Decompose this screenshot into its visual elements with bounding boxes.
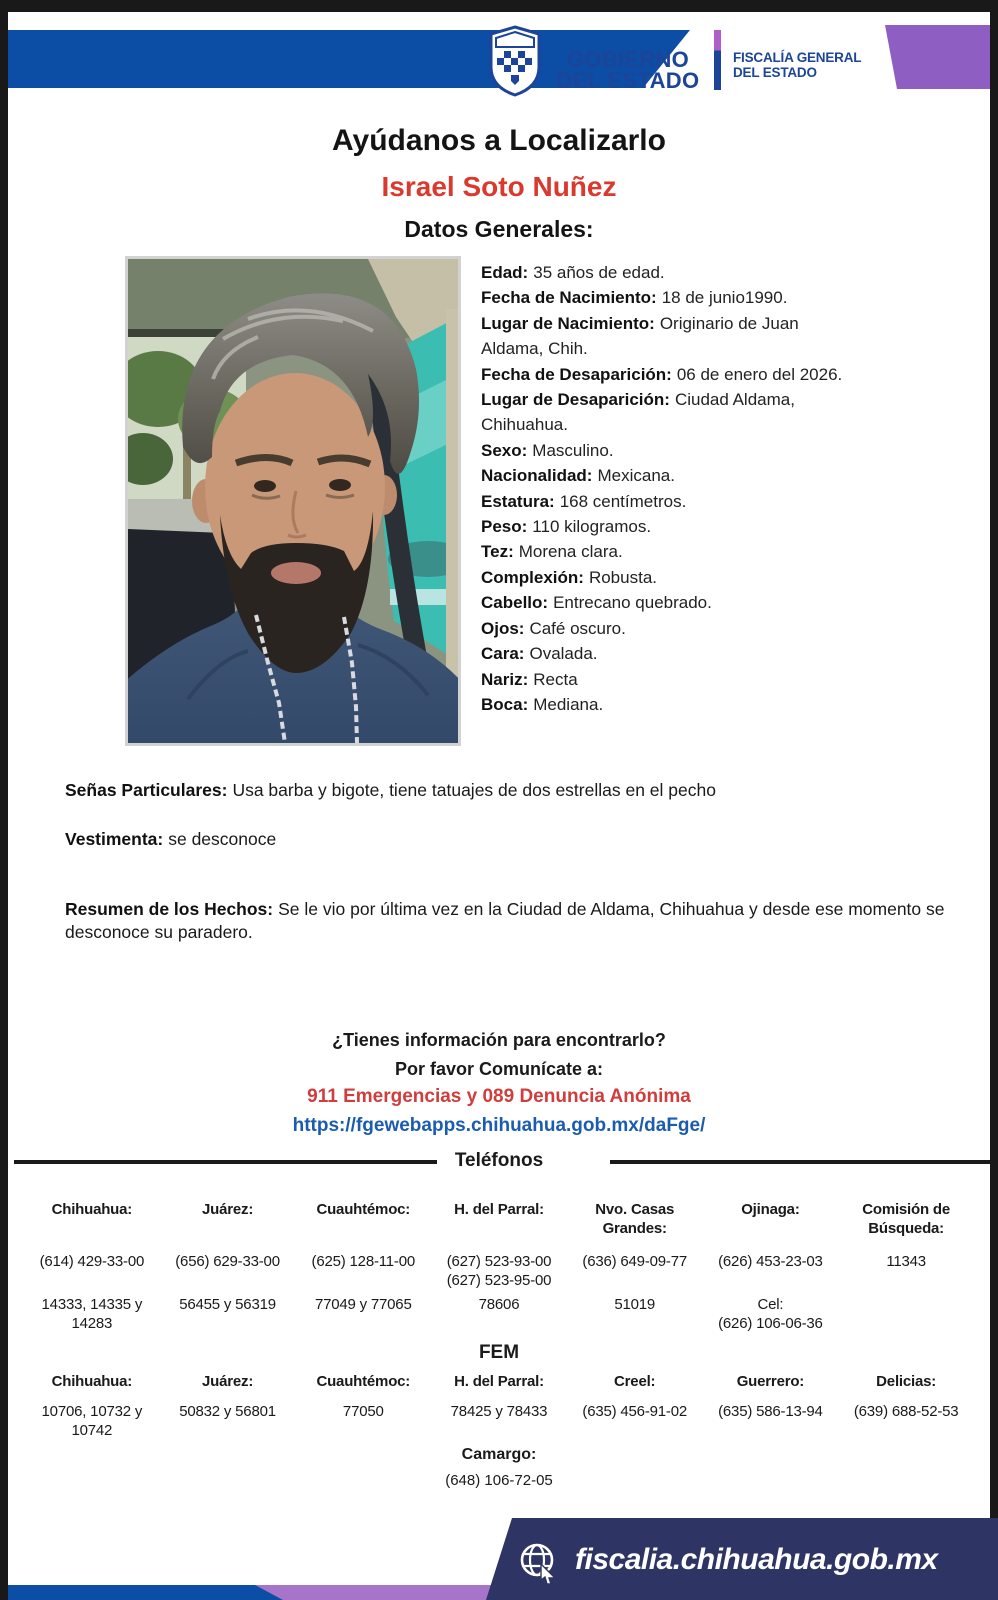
tel-col-header: Ojinaga: bbox=[741, 1201, 800, 1218]
tel-col-header: Cuauhtémoc: bbox=[316, 1201, 411, 1218]
telefonos-rule-right bbox=[610, 1160, 990, 1164]
tel-ext-cell: 78606 bbox=[478, 1296, 520, 1313]
logo-divider-bar bbox=[714, 30, 721, 90]
dato-fecha-nacimiento: Fecha de Nacimiento: 18 de junio1990. bbox=[481, 288, 788, 308]
datos-generales-heading: Datos Generales: bbox=[404, 216, 594, 242]
fem-value-cell: 78425 y 78433 bbox=[450, 1403, 548, 1420]
fem-value-cell: 50832 y 56801 bbox=[179, 1403, 276, 1420]
emergency-numbers: 911 Emergencias y 089 Denuncia Anónima bbox=[307, 1086, 691, 1107]
tel-ext-cell: 51019 bbox=[614, 1296, 656, 1313]
page-title: Ayúdanos a Localizarlo bbox=[332, 124, 666, 157]
state-shield-logo-icon bbox=[487, 25, 543, 97]
camargo-phone: (648) 106-72-05 bbox=[445, 1472, 553, 1489]
telefonos-extension-row bbox=[24, 1295, 974, 1333]
dato-cabello: Cabello: Entrecano quebrado. bbox=[481, 593, 712, 613]
fiscalia-line1: FISCALÍA GENERAL bbox=[733, 50, 862, 65]
tel-ext-cell: 14333, 14335 y 14283 bbox=[41, 1296, 143, 1332]
tel-phone-cell: (627) 523-93-00 (627) 523-95-00 bbox=[446, 1253, 552, 1289]
fem-value-cell: 10706, 10732 y 10742 bbox=[41, 1403, 143, 1439]
tel-col-header: Nvo. Casas Grandes: bbox=[595, 1201, 675, 1237]
scan-border-left bbox=[0, 0, 8, 1600]
globe-cursor-icon bbox=[516, 1540, 562, 1586]
tel-ext-cell: 56455 y 56319 bbox=[179, 1296, 276, 1313]
dato-complexion: Complexión: Robusta. bbox=[481, 567, 657, 587]
dato-sexo: Sexo: Masculino. bbox=[481, 440, 614, 460]
senas-particulares: Señas Particulares: Usa barba y bigote, tiene tatuajes de dos estrellas en el pecho bbox=[65, 780, 716, 800]
vestimenta: Vestimenta: se desconoce bbox=[65, 829, 277, 849]
fiscalia-general-wordmark bbox=[733, 51, 903, 80]
dato-boca: Boca: Mediana. bbox=[481, 694, 604, 714]
tel-phone-cell: (636) 649-09-77 bbox=[582, 1253, 687, 1270]
dato-ojos: Ojos: Café oscuro. bbox=[481, 618, 626, 638]
dato-lugar-desaparicion: Lugar de Desaparición: Ciudad Aldama, Chihuahua. bbox=[481, 390, 795, 435]
fem-value-cell: 77050 bbox=[342, 1403, 384, 1420]
dato-nariz: Nariz: Recta bbox=[481, 669, 578, 689]
tel-phone-cell: 11343 bbox=[886, 1253, 926, 1270]
fem-col-header: Guerrero: bbox=[736, 1373, 805, 1390]
datos-generales-list bbox=[481, 260, 853, 717]
gobierno-line2: DEL ESTADO bbox=[556, 68, 700, 93]
scan-border-right bbox=[990, 0, 998, 1600]
camargo-label: Camargo: bbox=[461, 1446, 537, 1463]
footer-purple-strip bbox=[255, 1585, 505, 1600]
dato-nacionalidad: Nacionalidad: Mexicana. bbox=[481, 466, 675, 486]
fem-value-cell: (635) 586-13-94 bbox=[718, 1403, 823, 1420]
fem-value-cell: (639) 688-52-53 bbox=[853, 1403, 959, 1420]
dato-fecha-desaparicion: Fecha de Desaparición: 06 de enero del 2026. bbox=[481, 364, 843, 384]
fem-value-row bbox=[24, 1402, 974, 1440]
fem-col-header: Creel: bbox=[614, 1373, 656, 1390]
tel-ext-cell bbox=[838, 1295, 974, 1333]
dato-peso: Peso: 110 kilogramos. bbox=[481, 517, 652, 537]
fem-col-header: H. del Parral: bbox=[454, 1373, 544, 1390]
fem-header-row bbox=[24, 1372, 974, 1391]
tel-phone-cell: (625) 128-11-00 bbox=[311, 1253, 416, 1270]
telefonos-heading: Teléfonos bbox=[454, 1150, 544, 1171]
fem-col-header: Juárez: bbox=[202, 1373, 254, 1390]
contact-question: ¿Tienes información para encontrarlo? bbox=[332, 1030, 666, 1050]
footer-website-url[interactable]: fiscalia.chihuahua.gob.mx bbox=[575, 1543, 938, 1576]
telefonos-phone-row bbox=[24, 1252, 974, 1290]
contact-please: Por favor Comunícate a: bbox=[394, 1059, 604, 1079]
dato-tez: Tez: Morena clara. bbox=[481, 542, 623, 562]
fem-heading: FEM bbox=[478, 1342, 520, 1363]
fiscalia-line2: DEL ESTADO bbox=[733, 64, 817, 80]
dato-cara: Cara: Ovalada. bbox=[481, 644, 598, 664]
report-url-link[interactable]: https://fgewebapps.chihuahua.gob.mx/daFge/ bbox=[292, 1115, 706, 1136]
dato-lugar-nacimiento: Lugar de Nacimiento: Originario de Juan Aldama, Chih. bbox=[481, 313, 799, 359]
scan-border-top bbox=[0, 0, 998, 12]
fem-col-header: Delicias: bbox=[876, 1373, 937, 1390]
fem-col-header: Cuauhtémoc: bbox=[316, 1373, 411, 1390]
tel-ext-cell: Cel: (626) 106-06-36 bbox=[718, 1296, 823, 1332]
tel-col-header: H. del Parral: bbox=[454, 1201, 544, 1218]
telefonos-rule-left bbox=[14, 1160, 437, 1164]
tel-phone-cell: (626) 453-23-03 bbox=[718, 1253, 823, 1270]
person-photo bbox=[125, 256, 461, 746]
fem-col-header: Chihuahua: bbox=[51, 1373, 133, 1390]
tel-col-header: Juárez: bbox=[202, 1201, 254, 1218]
tel-phone-cell: (656) 629-33-00 bbox=[175, 1253, 280, 1270]
tel-ext-cell: 77049 y 77065 bbox=[314, 1296, 412, 1313]
dato-estatura: Estatura: 168 centímetros. bbox=[481, 491, 687, 511]
gobierno-del-estado-wordmark bbox=[549, 49, 707, 91]
person-name: Israel Soto Nuñez bbox=[381, 171, 617, 202]
telefonos-header-row bbox=[24, 1200, 974, 1238]
dato-edad: Edad: 35 años de edad. bbox=[481, 263, 665, 282]
gobierno-line1: GOBIERNO bbox=[566, 47, 690, 72]
tel-phone-cell: (614) 429-33-00 bbox=[39, 1253, 145, 1270]
tel-col-header: Chihuahua: bbox=[51, 1201, 133, 1218]
fem-value-cell: (635) 456-91-02 bbox=[582, 1403, 687, 1420]
footer-blue-strip bbox=[8, 1585, 285, 1600]
tel-col-header: Comisión de Búsqueda: bbox=[862, 1201, 951, 1237]
resumen-de-los-hechos: Resumen de los Hechos: Se le vio por última vez en la Ciudad de Aldama, Chihuahua y desde ese momento se desconoce su paradero. bbox=[65, 899, 945, 942]
